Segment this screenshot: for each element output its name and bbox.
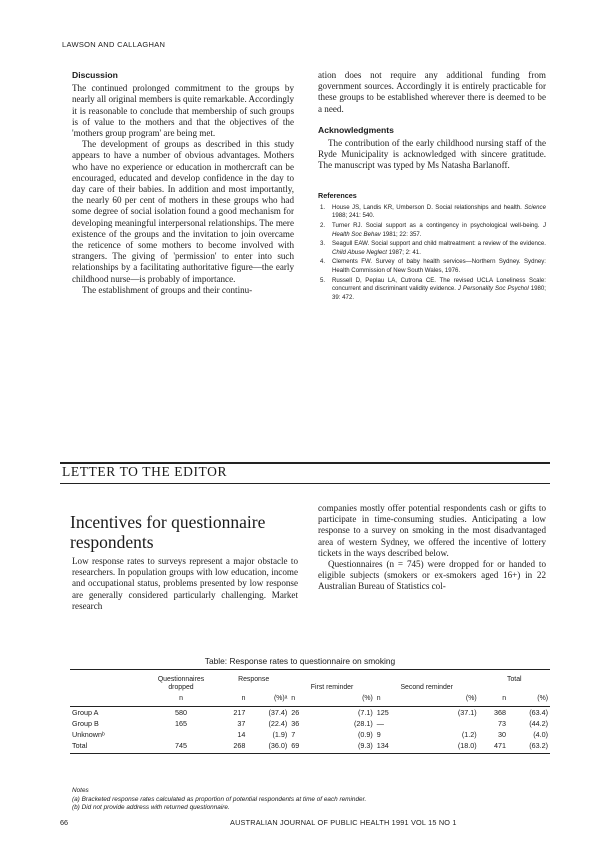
table-notes: [72, 787, 366, 813]
table-caption: Table: Response rates to questionnaire on smoking: [204, 656, 396, 666]
discussion-heading: Discussion: [72, 70, 118, 80]
discussion-paragraph-2: The development of groups as described in this study appears to have a number of obvious advantages. Mothers who have no experience or education in mothercraft can be encouraged, educated and develop confidence in the day to day care of their babies. In addition and most importantly, the nearly 60 per cent of mothers in these groups who had some degree of social isolation found a good mechanism for developing meaningful interpersonal relationships. The mere existence of the groups and the invitation to join overcame the reticence of some mothers to become involved with strangers. The giving of 'permission' to enter into such relationships by a facilitating authoritative figure—the early childhood nurse—is probably of importance.: [72, 139, 294, 284]
col-first-reminder: First reminder: [310, 684, 354, 691]
table-header-row: [70, 676, 550, 692]
col-dropped: Questionnaires dropped: [157, 676, 205, 691]
letter-title: Incentives for questionnaire respondents: [70, 512, 266, 552]
notes-label: Notes: [72, 787, 89, 794]
col-second-reminder: Second reminder: [400, 684, 453, 691]
left-column: [72, 70, 294, 296]
reference-item: 1. House JS, Landis KR, Umberson D. Social relationships and health. Science 1988; 241: 540.: [320, 203, 546, 220]
letter-paragraph-1: companies mostly offer potential respondents cash or gifts to participate in time-consuming studies. Anticipating a low response to a survey on smoking in the most disadvantaged area of western Sydney, we offered the incentive of lottery tickets in the ways described below.: [318, 503, 546, 558]
reference-item: 3. Seagull EAW. Social support and child maltreatment: a review of the evidence. Child Abuse Neglect 1987; 2: 41.: [320, 240, 546, 256]
reference-item: 4. Clements FW. Survey of baby health services—Northern Sydney. Sydney: Health Commission of New South Wales, 1976.: [320, 258, 546, 274]
section-rule-bottom: [60, 483, 550, 484]
letter-paragraph-2: Questionnaires (n = 745) were dropped for or handed to eligible subjects (smokers or ex-smokers aged 16+) in 22 Australian Bureau of Statistics col-: [318, 559, 546, 592]
running-head: LAWSON AND CALLAGHAN: [62, 40, 166, 49]
reference-item: 5. Russell D, Peplau LA, Cutrona CE. The revised UCLA Loneliness Scale: concurrent and discriminant validity evidence. J Personality Soc Psychol 1980; 39: 472.: [320, 276, 546, 301]
table-rule-top: [70, 669, 550, 670]
col-total: Total: [507, 676, 522, 683]
letter-left-text: Low response rates to surveys represent a major obstacle to researchers. In population groups with low education, income and occupational status, problems presented by low response are generally considered particularly challenging. Market research: [72, 556, 298, 611]
journal-footer: AUSTRALIAN JOURNAL OF PUBLIC HEALTH 1991 VOL 15 NO 1: [230, 818, 457, 827]
table-row: Group A 580 217 (37.4) 26 (7.1) 125 (37.1) 368 (63.4): [72, 708, 548, 717]
page-number: 66: [60, 818, 69, 827]
letter-right-text: [318, 503, 546, 593]
reference-item: 2. Turner RJ. Social support as a contingency in psychological well-being. J Health Soc Behav 1981; 22: 357.: [320, 222, 546, 238]
table-row: Group B 165 37 (22.4) 36 (28.1) — 73 (44.2): [72, 719, 548, 728]
table-row: Unknownᵇ 14 (1.9) 7 (0.9) 9 (1.2) 30 (4.0): [72, 730, 548, 739]
note-a: (a) Bracketed response rates calculated as proportion of potential respondents at time of each reminder.: [72, 795, 367, 803]
acknowledgments-text: The contribution of the early childhood nursing staff of the Ryde Municipality is acknowledged with sincere gratitude. The manuscript was typed by Ms Natasha Barlanoff.: [318, 138, 546, 171]
table-row-total: Total 745 268 (36.0) 69 (9.3) 134 (18.0) 471 (63.2): [72, 741, 548, 750]
note-b: (b) Did not provide address with returned questionnaire.: [72, 804, 230, 811]
reference-list: [318, 204, 546, 303]
discussion-paragraph-3: The establishment of groups and their continu-: [82, 284, 253, 295]
acknowledgments-heading: Acknowledgments: [318, 124, 394, 135]
right-column: [318, 70, 546, 303]
discussion-continuation: ation does not require any additional funding from government sources. Accordingly it is entirely practicable for these groups to be established wherever there is deemed to be a need.: [318, 70, 546, 114]
references-heading: References: [318, 190, 357, 200]
response-table: [70, 676, 550, 754]
discussion-paragraph-1: The continued prolonged commitment to the groups by nearly all original members is quite remarkable. Accordingly it is reasonable to conclude that membership of such groups is of value to the mothers and that the objectives of the 'mothers group program' are being met.: [72, 83, 294, 139]
col-response: Response: [238, 676, 270, 683]
section-label: LETTER TO THE EDITOR: [62, 464, 228, 479]
table-subheader-row: n n (%)ᵃ n (%) n (%) n (%): [179, 695, 548, 702]
